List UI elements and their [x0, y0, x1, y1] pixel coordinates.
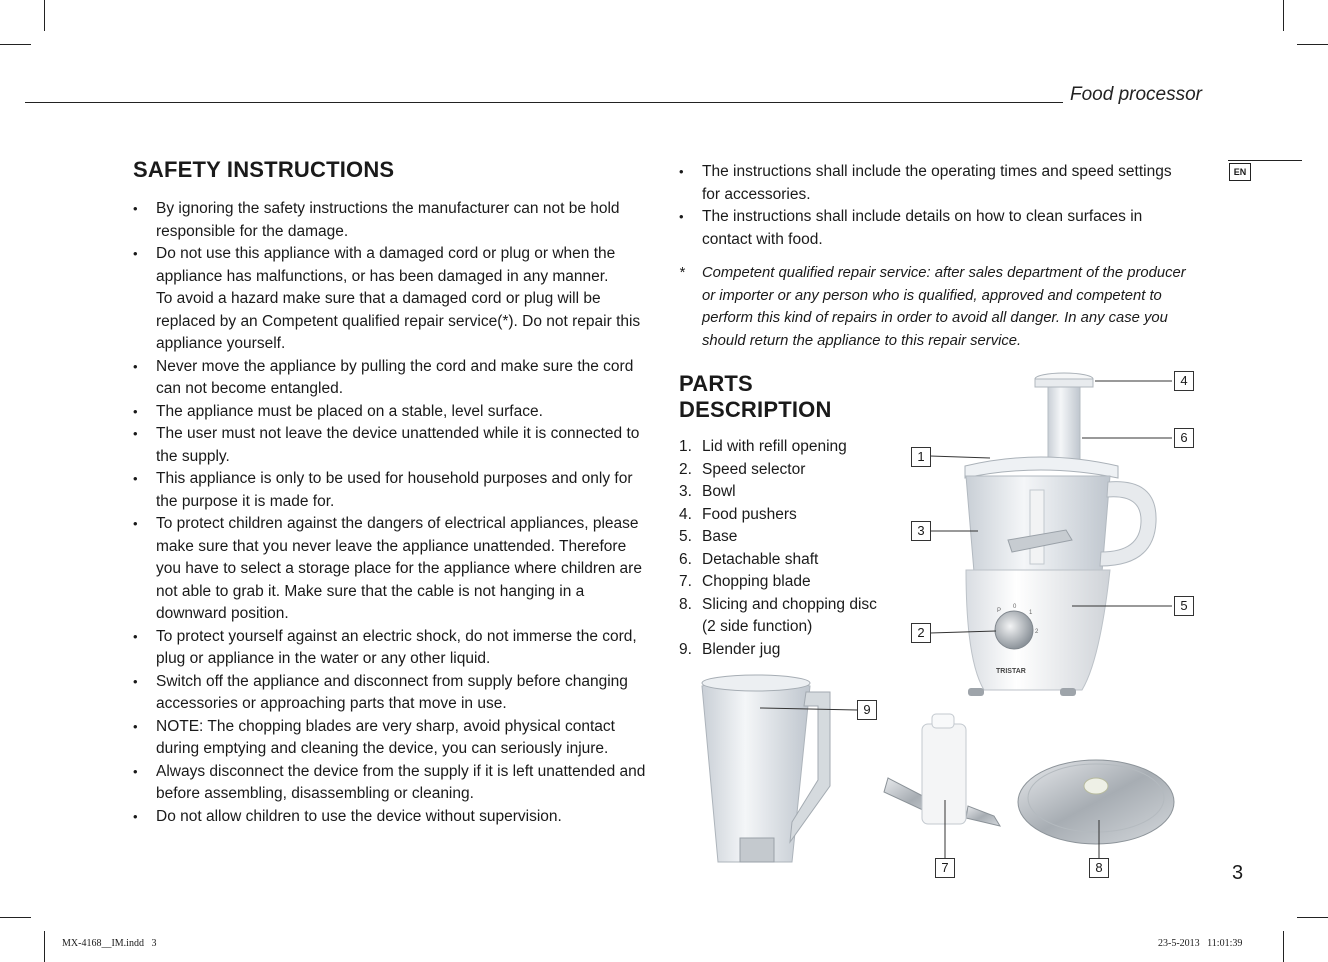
callout-2: 2 — [911, 623, 931, 643]
safety-item: • By ignoring the safety instructions the manufacturer can not be hold responsible for the damage. — [133, 198, 653, 243]
callout-5: 5 — [1174, 596, 1194, 616]
footnote-marker: * — [679, 265, 685, 281]
callout-8: 8 — [1089, 858, 1109, 878]
part-number: 9. — [679, 640, 692, 658]
callout-3: 3 — [911, 521, 931, 541]
part-number: 8. — [679, 595, 692, 613]
parts-heading: PARTS DESCRIPTION — [679, 371, 832, 422]
part-label: Slicing and chopping disc (2 side function) — [702, 595, 877, 635]
food-pushers — [1035, 373, 1093, 463]
dial-mark: 2 — [1035, 629, 1039, 635]
footer-timestamp: 23-5-2013 11:01:39 — [1158, 938, 1243, 949]
page-number: 3 — [1232, 862, 1244, 884]
part-label: Blender jug — [702, 640, 781, 658]
language-tag: EN — [1229, 163, 1251, 181]
part-label: Lid with refill opening — [702, 438, 847, 455]
bowl — [966, 476, 1156, 572]
safety-item: • The user must not leave the device unattended while it is connected to the supply. — [133, 423, 653, 468]
part-number: 1. — [679, 438, 692, 455]
part-label: Bowl — [702, 483, 736, 500]
chopping-blade — [884, 714, 1000, 826]
instructions-item: • The instructions shall include the operating times and speed settings for accessories. — [679, 161, 1189, 206]
safety-item: • Never move the appliance by pulling the cord and make sure the cord can not become entangled. — [133, 356, 653, 401]
base — [966, 570, 1110, 696]
callout-7: 7 — [935, 858, 955, 878]
dial-mark: 1 — [1029, 610, 1033, 616]
part-label: Base — [702, 528, 738, 545]
footnote-text: Competent qualified repair service: after sales department of the producer or importer or any person who is qualified, approved and competent to perform this kind of repairs in order to avoid all danger. In any case you should return the appliance to this repair service. — [702, 265, 1186, 349]
dial-mark: P — [997, 608, 1002, 614]
safety-item: • To protect children against the dangers of electrical appliances, please make sure that you never leave the appliance unattended. Therefore you have to select a storage place for the appliance where children are not able to grab it. Make sure that the cable is not hanging in a downward position. — [133, 513, 653, 626]
part-label: Detachable shaft — [702, 550, 819, 568]
safety-item: • This appliance is only to be used for household purposes and only for the purpose it is made for. — [133, 468, 653, 513]
slicing-disc — [1018, 760, 1174, 844]
part-label: Speed selector — [702, 460, 806, 478]
instructions-item: • The instructions shall include details on how to clean surfaces in contact with food. — [679, 206, 1189, 251]
safety-item: • NOTE: The chopping blades are very sharp, avoid physical contact during emptying and cleaning the device, you can seriously injure. — [133, 716, 653, 761]
part-number: 6. — [679, 550, 692, 568]
safety-item: • To protect yourself against an electric shock, do not immerse the cord, plug or appliance in the water or any other liquid. — [133, 626, 653, 671]
blender-jug — [702, 675, 830, 862]
speed-selector-icon — [995, 611, 1033, 649]
dial-mark: 0 — [1013, 604, 1017, 610]
part-label: Food pushers — [702, 505, 797, 523]
part-number: 7. — [679, 573, 692, 590]
safety-item: • Always disconnect the device from the supply if it is left unattended and before assembling, disassembling or cleaning. — [133, 761, 653, 806]
callout-6: 6 — [1174, 428, 1194, 448]
part-label: Chopping blade — [702, 573, 811, 590]
brand-label: TRISTAR — [996, 668, 1026, 675]
safety-item: • Do not allow children to use the device without supervision. — [133, 806, 653, 829]
callout-1: 1 — [911, 447, 931, 467]
safety-item: • The appliance must be placed on a stable, level surface. — [133, 401, 653, 424]
safety-item: • Do not use this appliance with a damaged cord or plug or when the appliance has malfunctions, or has been damaged in any manner. To avoid a hazard make sure that a damaged cord or plug will be replaced by an Competent qualified repair service(*). Do not repair this appliance yourself. — [133, 243, 653, 356]
part-number: 3. — [679, 483, 692, 500]
footer-file: MX-4168__IM.indd 3 — [62, 938, 157, 949]
callout-4: 4 — [1174, 371, 1194, 391]
header-title: Food processor — [1070, 84, 1203, 105]
lid-with-refill — [965, 457, 1118, 478]
part-number: 4. — [679, 505, 692, 523]
part-number: 5. — [679, 528, 692, 545]
safety-item: • Switch off the appliance and disconnect from supply before changing accessories or approaching parts that move in use. — [133, 671, 653, 716]
callout-9: 9 — [857, 700, 877, 720]
part-number: 2. — [679, 460, 692, 478]
safety-heading: SAFETY INSTRUCTIONS — [133, 157, 395, 182]
